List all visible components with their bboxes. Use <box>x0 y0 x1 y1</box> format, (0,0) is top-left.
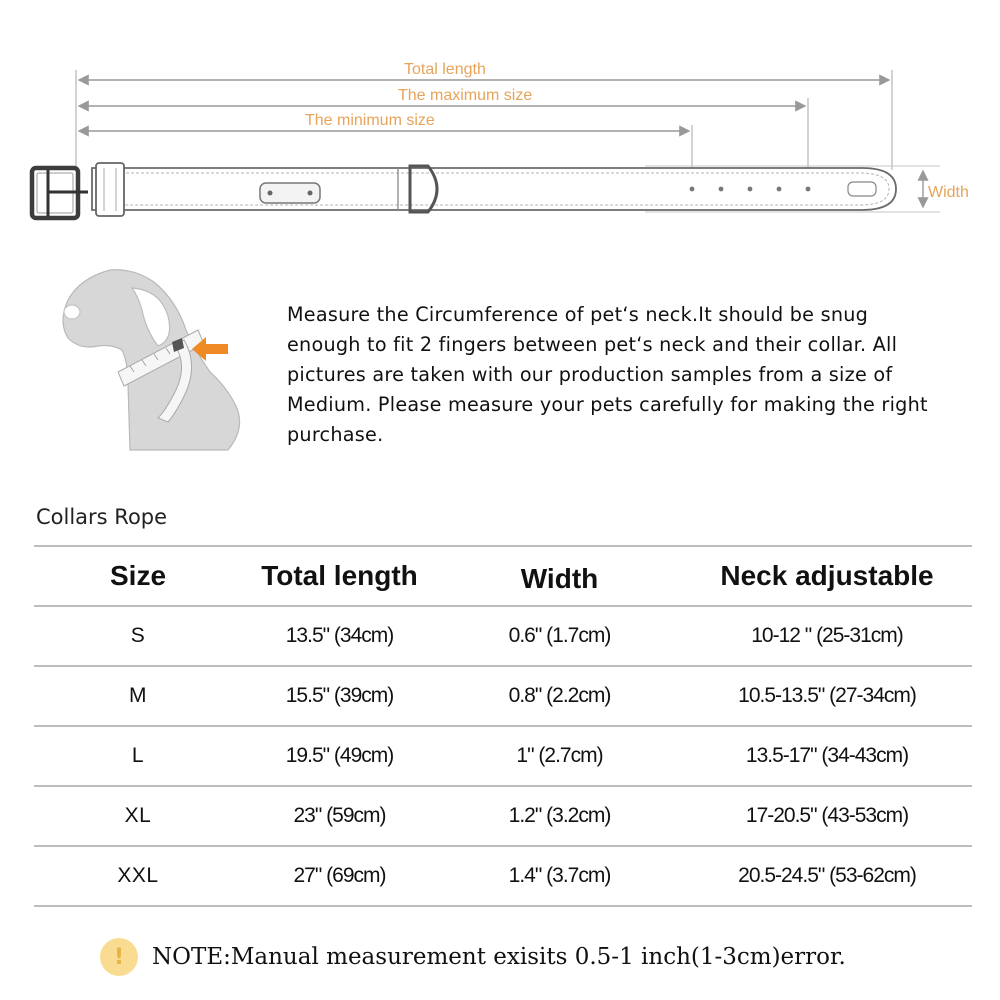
table-header-row <box>34 546 972 606</box>
width-label: Width <box>928 184 969 201</box>
table-row <box>34 846 972 906</box>
total-length-cell: 13.5" (34cm) <box>285 624 394 647</box>
buckle <box>32 168 88 218</box>
table-title: Collars Rope <box>36 505 168 529</box>
total-length-cell: 23" (59cm) <box>293 804 386 827</box>
width-cell: 0.6" (1.7cm) <box>508 624 611 647</box>
table-row <box>34 726 972 786</box>
header-width: Width <box>520 563 599 594</box>
collar-diagram <box>0 0 1000 240</box>
total-length-cell: 19.5" (49cm) <box>285 744 394 767</box>
width-cell: 1.4" (3.7cm) <box>508 864 611 887</box>
header-neck-adjustable: Neck adjustable <box>720 560 934 591</box>
neck-adjustable-cell: 17-20.5" (43-53cm) <box>745 804 909 827</box>
size-cell: M <box>129 684 147 707</box>
header-total-length: Total length <box>261 560 418 591</box>
table-row <box>34 786 972 846</box>
collar-strap <box>92 163 896 216</box>
table-row <box>34 606 972 666</box>
exclamation-icon: ! <box>100 938 138 976</box>
width-cell: 0.8" (2.2cm) <box>508 684 611 707</box>
dog-icon <box>50 260 250 460</box>
measurement-instructions: Measure the Circumference of pet‘s neck.It should be snug enough to fit 2 fingers between pet‘s neck and their collar. All pictures are taken with our production samples from a size of Medium. Please measure your pets carefully for making the right purchase. <box>287 303 928 446</box>
header-size: Size <box>109 560 167 591</box>
size-cell: XXL <box>117 864 159 887</box>
dog-measuring-illustration <box>50 260 250 460</box>
total-length-label: Total length <box>404 61 486 78</box>
size-cell: S <box>130 624 146 647</box>
collar-illustration <box>0 0 1000 240</box>
neck-adjustable-cell: 20.5-24.5" (53-62cm) <box>738 864 916 887</box>
total-length-cell: 27" (69cm) <box>293 864 386 887</box>
note-text: NOTE:Manual measurement exisits 0.5-1 inch(1-3cm)error. <box>152 944 846 970</box>
width-cell: 1" (2.7cm) <box>516 744 603 767</box>
table-row <box>34 666 972 726</box>
size-cell: L <box>131 744 145 767</box>
neck-adjustable-cell: 10.5-13.5" (27-34cm) <box>738 684 916 707</box>
size-cell: XL <box>124 804 152 827</box>
neck-adjustable-cell: 10-12 " (25-31cm) <box>751 624 903 647</box>
minimum-size-label: The minimum size <box>305 112 435 129</box>
total-length-cell: 15.5" (39cm) <box>285 684 394 707</box>
maximum-size-label: The maximum size <box>398 87 533 104</box>
measurement-note <box>100 938 846 976</box>
width-cell: 1.2" (3.2cm) <box>508 804 611 827</box>
neck-adjustable-cell: 13.5-17" (34-43cm) <box>745 744 909 767</box>
size-chart-table <box>34 545 972 907</box>
